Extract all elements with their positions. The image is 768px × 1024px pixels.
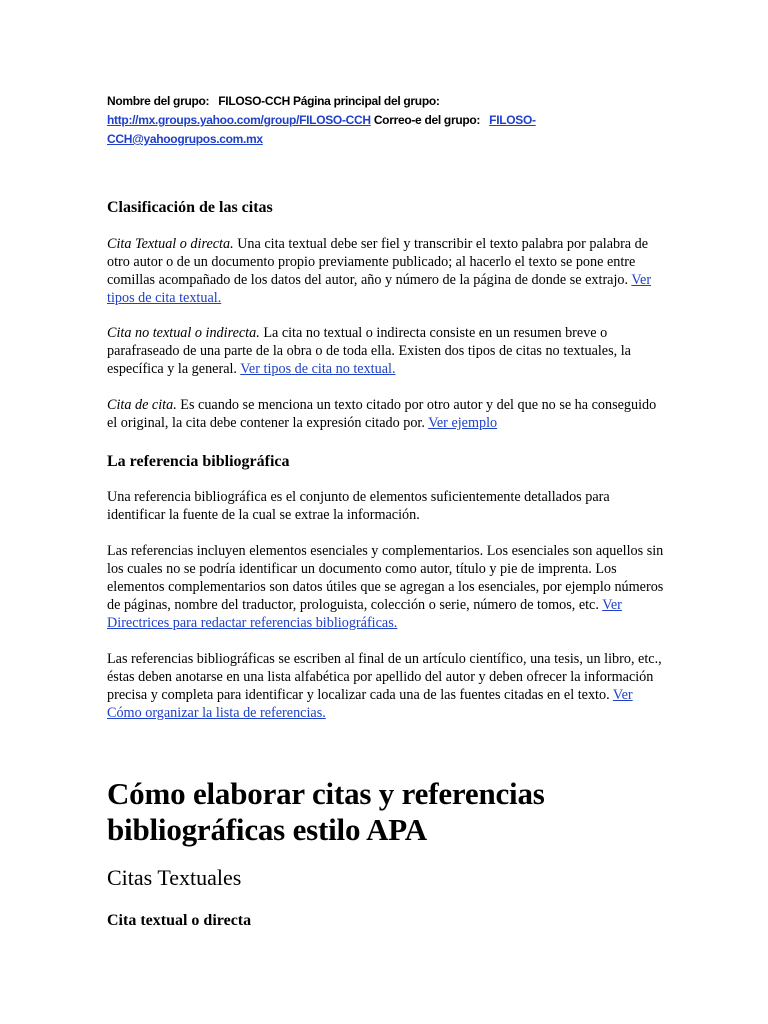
paragraph-referencia-lista bbox=[107, 650, 667, 722]
page-title: Cómo elaborar citas y referencias bibliográficas estilo APA bbox=[107, 776, 545, 847]
section-title-clasificacion: Clasificación de las citas bbox=[107, 199, 273, 216]
group-name: FILOSO-CCH bbox=[218, 94, 290, 108]
link-directrices[interactable]: Ver Directrices para redactar referencias bibliográficas. bbox=[107, 597, 622, 631]
group-name-label: Nombre del grupo: bbox=[107, 94, 210, 108]
text-cita-no-textual: La cita no textual o indirecta consiste en un resumen breve o parafraseado de una parte de la obra o de toda ella. Existen dos tipos de citas no textuales, la específica y la general. bbox=[107, 325, 631, 377]
group-header bbox=[107, 92, 562, 149]
main-page-label: Página principal del grupo: bbox=[293, 94, 440, 108]
paragraph-cita-no-textual bbox=[107, 324, 667, 378]
group-email-link[interactable]: FILOSO-CCH@yahoogrupos.com.mx bbox=[107, 113, 536, 146]
text-referencia-elementos: Las referencias incluyen elementos esenciales y complementarios. Los esenciales son aquellos sin los cuales no se podría identificar un documento como autor, título y pie de imprenta. Los elementos complementarios son datos útiles que se agregan a los esenciales, por ejemplo números de páginas, nombre del traductor, prologuista, colección o serie, número de tomos, etc. bbox=[107, 543, 664, 613]
email-label: Correo-e del grupo: bbox=[373, 113, 481, 127]
text-cita-textual: Una cita textual debe ser fiel y transcribir el texto palabra por palabra de otro autor o de un documento propio previamente publicado; al hacerlo el texto se pone entre comillas acompañado de los datos del autor, año y número de la página de donde se extrajo. bbox=[107, 236, 649, 288]
text-cita-de-cita: Es cuando se menciona un texto citado por otro autor y del que no se ha conseguido el original, la cita debe contener la expresión citado por. bbox=[107, 397, 657, 431]
subtitle-citas-textuales: Citas Textuales bbox=[107, 865, 242, 890]
link-tipos-cita-textual[interactable]: Ver tipos de cita textual. bbox=[107, 272, 652, 306]
section-title-referencia: La referencia bibliográfica bbox=[107, 453, 290, 470]
subtitle-cita-textual-directa: Cita textual o directa bbox=[107, 912, 252, 929]
paragraph-referencia-definicion: Una referencia bibliográfica es el conjunto de elementos suficientemente detallados para identificar la fuente de la cual se extrae la información. bbox=[107, 489, 610, 523]
term-cita-textual: Cita Textual o directa. bbox=[107, 236, 234, 252]
term-cita-no-textual: Cita no textual o indirecta. bbox=[107, 325, 260, 341]
link-organizar-lista[interactable]: Ver Cómo organizar la lista de referencias. bbox=[107, 687, 633, 721]
text-referencia-lista: Las referencias bibliográficas se escriben al final de un artículo científico, una tesis, un libro, etc., éstas deben anotarse en una lista alfabética por apellido del autor y deben ofrecer la información precisa y completa para identificar y localizar cada una de las fuentes citadas en el texto. bbox=[107, 651, 662, 703]
link-tipos-cita-no-textual[interactable]: Ver tipos de cita no textual. bbox=[240, 361, 396, 377]
group-url-link[interactable]: http://mx.groups.yahoo.com/group/FILOSO-CCH bbox=[107, 113, 371, 127]
paragraph-referencia-elementos bbox=[107, 542, 667, 632]
paragraph-cita-de-cita bbox=[107, 396, 667, 432]
link-ver-ejemplo[interactable]: Ver ejemplo bbox=[428, 415, 498, 431]
paragraph-cita-textual bbox=[107, 235, 667, 307]
term-cita-de-cita: Cita de cita. bbox=[107, 397, 177, 413]
